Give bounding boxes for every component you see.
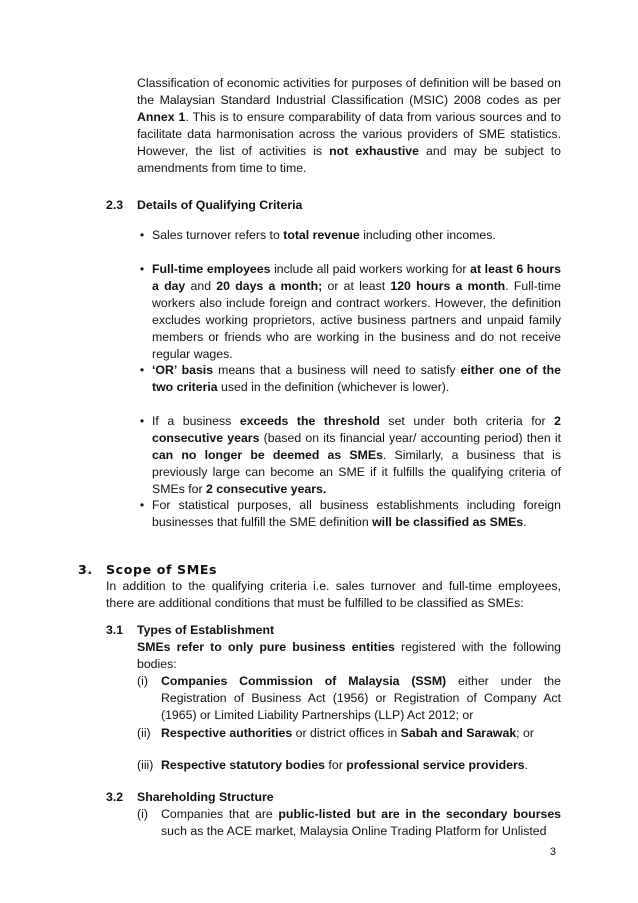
text-run: ; or: [516, 726, 534, 740]
text-run: .: [524, 758, 529, 772]
intro-text-1: Classification of economic activities for purposes of definition will be based on the Malaysian Standard Industrial Classification (MSIC) 2008 codes as per: [137, 76, 561, 107]
section-3-2-number: 3.2: [106, 790, 124, 804]
bullet-icon: •: [139, 414, 145, 428]
list-item-label: (ii): [137, 726, 151, 740]
text-run: either under the Registration of Business Act (1956) or Registration of Company Act (1965) or Limited Liability Partnerships (LLP) Act 2012; or: [161, 674, 561, 722]
section-3-title: Scope of SMEs: [106, 562, 218, 577]
text-run: used in the definition (whichever is lower).: [217, 380, 450, 394]
annex-ref: Annex 1: [137, 110, 186, 124]
bullet-text: [152, 413, 561, 498]
list-item-text: [161, 673, 561, 724]
text-run: Companies that are: [161, 807, 279, 821]
section-3-number: 3.: [78, 562, 93, 577]
text-run: .: [523, 515, 527, 529]
text-bold-run: Full-time employees: [152, 262, 271, 276]
text-bold-run: exceeds the threshold: [239, 414, 380, 428]
bullet-text: [152, 497, 561, 531]
text-run: and: [185, 279, 217, 293]
text-bold-run: can no longer be deemed as SMEs: [152, 448, 383, 462]
text-run: or at least: [322, 279, 391, 293]
text-bold-run: either one of the two criteria: [152, 363, 561, 394]
intro-paragraph: [137, 75, 561, 177]
text-run: including other incomes.: [359, 228, 496, 242]
not-exhaustive-text: not exhaustive: [329, 144, 419, 158]
list-item-label: (iii): [137, 758, 154, 772]
list-item-text: [161, 757, 561, 774]
text-bold-run: ‘OR’ basis: [152, 363, 214, 377]
list-item-text: [161, 725, 561, 742]
text-bold-run: 2 consecutive years: [152, 414, 561, 445]
text-bold-run: Respective authorities: [161, 726, 293, 740]
section-3-intro: In addition to the qualifying criteria i.e. sales turnover and full-time employees, there are additional conditions that must be fulfilled to be classified as SMEs:: [106, 579, 561, 610]
text-run: such as the ACE market, Malaysia Online Trading Platform for Unlisted: [161, 824, 547, 838]
text-bold-run: professional service providers: [346, 758, 525, 772]
list-item-label: (i): [137, 674, 148, 688]
text-bold-run: 120 hours a month: [390, 279, 506, 293]
text-bold-run: 20 days a month;: [216, 279, 323, 293]
bullet-icon: •: [139, 262, 145, 276]
section-3-2-title: Shareholding Structure: [137, 790, 274, 804]
text-bold-run: Companies Commission of Malaysia (SSM): [161, 674, 447, 688]
text-run: or district offices in: [292, 726, 401, 740]
text-bold-run: total revenue: [283, 228, 360, 242]
text-bold-run: will be classified as SMEs: [372, 515, 524, 529]
bullet-icon: •: [139, 498, 145, 512]
text-bold-run: at least 6 hours a day: [152, 262, 561, 293]
bullet-text: [152, 227, 561, 244]
text-run: for: [325, 758, 347, 772]
intro-text-3: and may be subject to amendments from time to time.: [137, 144, 562, 175]
intro-text-2: . This is to ensure comparability of data from various sources and to facilitate data harmonisation across the various providers of SME statistics. However, the list of activities is: [137, 110, 561, 158]
section-3-1-number: 3.1: [106, 623, 124, 637]
text-run: For statistical purposes, all business establishments including foreign businesses that fulfill the SME definition: [152, 498, 561, 529]
text-bold-run: Sabah and Sarawak: [400, 726, 517, 740]
text-run: (based on its financial year/ accounting period) then it: [259, 431, 561, 445]
text-run: means that a business will need to satisfy: [213, 363, 461, 377]
section-3-1-lead: [137, 639, 561, 673]
text-run: . Full-time workers also include foreign and contract workers. However, the definition excludes working proprietors, active business partners and unpaid family members or friends who are working in the business and do not receive regular wages.: [152, 279, 561, 361]
section-2-3-number: 2.3: [106, 198, 124, 212]
section-3-1-title: Types of Establishment: [137, 623, 275, 637]
text-run: include all paid workers working for: [270, 262, 471, 276]
bullet-icon: •: [139, 363, 145, 377]
bullet-text: [152, 362, 561, 396]
page-number: 3: [549, 846, 556, 858]
text-run: registered with the following bodies:: [137, 640, 561, 671]
text-run: . Similarly, a business that is previously large can become an SME if it fulfills the qualifying criteria of SMEs for: [152, 448, 561, 496]
bullet-icon: •: [139, 228, 145, 242]
text-bold-run: 2 consecutive years.: [205, 482, 327, 496]
text-run: Sales turnover refers to: [152, 228, 284, 242]
list-item-label: (i): [137, 807, 148, 821]
text-bold-run: SMEs refer to only pure business entities: [137, 640, 395, 654]
text-bold-run: Respective statutory bodies: [161, 758, 326, 772]
bullet-text: [152, 261, 561, 363]
text-run: set under both criteria for: [379, 414, 555, 428]
text-run: If a business: [152, 414, 240, 428]
list-item-text: [161, 806, 561, 840]
section-2-3-title: Details of Qualifying Criteria: [137, 198, 303, 212]
text-bold-run: public-listed but are in the secondary bourses: [278, 807, 561, 821]
